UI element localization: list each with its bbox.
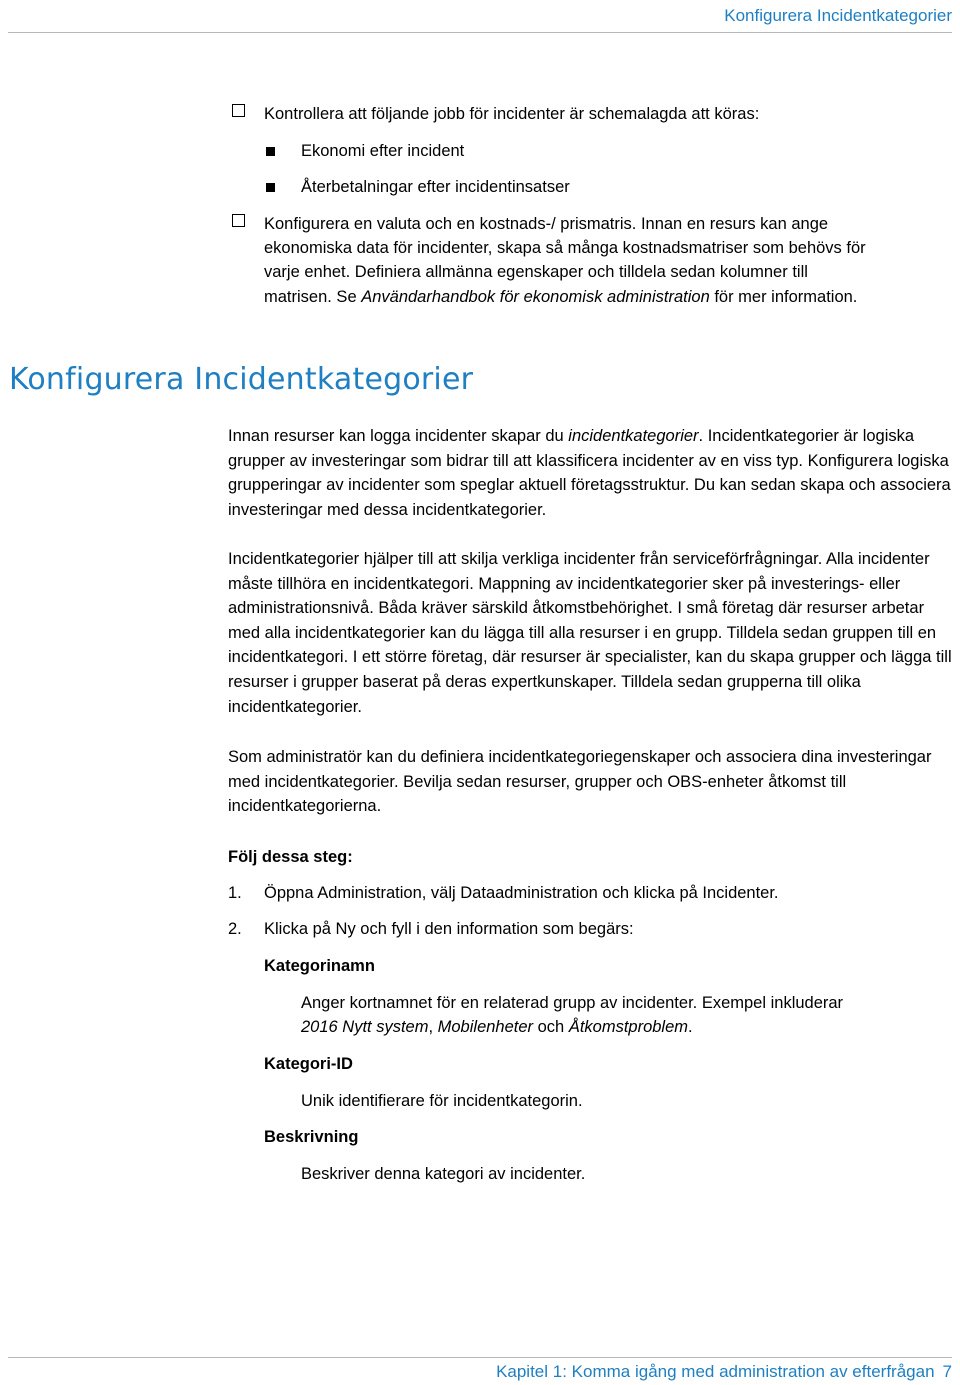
paragraph-3: Som administratör kan du definiera incidentkategoriegenskaper och associera dina investeringar med incidentkategorier. Bevilja sedan resurser, grupper och OBS-enheter åtkomst till incidentkategorierna. [228, 748, 932, 816]
paragraph-2: Incidentkategorier hjälper till att skilja verkliga incidenter från serviceförfrågningar. Alla incidenter måste tillhöra en incidentkategori. Mappning av incidentkategorier sker på investerings- eller administrationsnivå. Båda kräver särskild åtkomstbehörighet. I små företag där resurser arbetar med alla incidentkategorier kan du lägga till alla resurser i en grupp. Tilldela sedan gruppen till en incidentkategori. I ett större företag, där resurser är specialister, kan du skapa grupper och lägga till resurser i grupper baserat på deras expertkunskaper. Tilldela sedan grupperna till olika incidentkategorier. [228, 550, 952, 716]
subitem-2: Återbetalningar efter incidentinsatser [301, 178, 570, 196]
subitem-1: Ekonomi efter incident [301, 142, 465, 160]
running-header: Konfigurera Incidentkategorier [724, 6, 952, 25]
checklist-item-2-line-1: Konfigurera en valuta och en kostnads-/ prismatris. Innan en resurs kan ange [264, 215, 829, 233]
step-number: 1. [228, 884, 242, 902]
guide-reference: Användarhandbok för ekonomisk administration [361, 288, 710, 306]
checklist-item-2-line-4: matrisen. Se Användarhandbok för ekonomisk administration för mer information. [264, 288, 858, 306]
footer-divider [8, 1357, 952, 1358]
field-term-kategorinamn: Kategorinamn [264, 957, 375, 975]
checklist-item-2-line-2: ekonomiska data för incidenter, skapa så många kostnadsmatriser som behövs för [264, 239, 866, 257]
field-term-beskrivning: Beskrivning [264, 1128, 359, 1146]
intro-paragraph: Innan resurser kan logga incidenter skapar du incidentkategorier. Incidentkategorier är logiska grupper av investeringar som bidrar till att klassificera incidenter av en viss typ. Konfigurera logiska grupperingar av incidenter som speglar aktuell företagsstruktur. Du kan sedan skapa och associera investeringar med dessa incidentkategorier. [228, 427, 951, 519]
steps-heading: Följ dessa steg: [228, 848, 353, 866]
field-desc-kategori-id: Unik identifierare för incidentkategorin. [301, 1092, 583, 1110]
page-number: 7 [942, 1362, 952, 1381]
step-number: 2. [228, 920, 242, 938]
page-footer [496, 1362, 952, 1382]
field-desc-kategorinamn-line-2: 2016 Nytt system, Mobilenheter och Åtkomstproblem. [301, 1018, 693, 1036]
field-desc-kategorinamn-line-1: Anger kortnamnet för en relaterad grupp av incidenter. Exempel inkluderar [301, 994, 844, 1012]
checklist-item-2-line-3: varje enhet. Definiera allmänna egenskaper och tilldela sedan kolumner till [264, 263, 808, 281]
step-1: Öppna Administration, välj Dataadministration och klicka på Incidenter. [264, 884, 779, 902]
square-bullet-icon [266, 183, 275, 192]
header-divider [8, 32, 952, 33]
square-bullet-icon [266, 147, 275, 156]
section-title: Konfigurera Incidentkategorier [9, 362, 474, 397]
chapter-title: Kapitel 1: Komma igång med administration av efterfrågan [496, 1362, 935, 1381]
field-desc-beskrivning: Beskriver denna kategori av incidenter. [301, 1165, 586, 1183]
step-2: Klicka på Ny och fyll i den information som begärs: [264, 920, 634, 938]
checklist-item-1: Kontrollera att följande jobb för incidenter är schemalagda att köras: [264, 105, 760, 123]
checkbox-icon [232, 104, 245, 117]
checkbox-icon [232, 214, 245, 227]
field-term-kategori-id: Kategori-ID [264, 1055, 353, 1073]
